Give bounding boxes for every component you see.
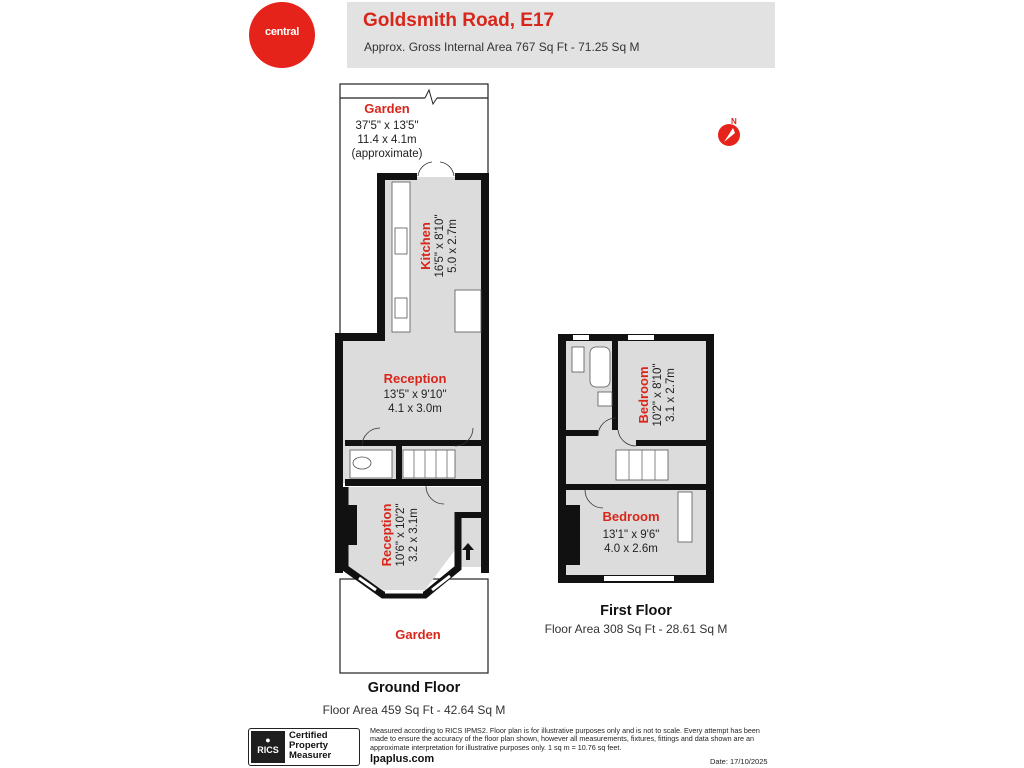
reception-rear-dims-imperial: 13'5" x 9'10" [383,389,447,401]
certification-line-2: Property [289,740,329,751]
room-label-reception-rear: Reception [383,371,447,386]
room-label-rear-garden: Garden [364,101,410,116]
room-label-kitchen: Kitchen [418,222,433,270]
rear-garden-dims-metric: 11.4 x 4.1m [357,134,417,146]
certification-line-1: Certified [289,730,328,741]
ground-floor-area: Floor Area 459 Sq Ft - 42.64 Sq M [322,703,506,717]
first-floor-area: Floor Area 308 Sq Ft - 28.61 Sq M [544,622,728,636]
rics-certification-badge [248,728,360,766]
rics-logo [251,731,285,763]
room-label-reception-front: Reception [379,503,394,567]
bedroom-front-dims-imperial: 13'1" x 9'6" [602,529,660,541]
rear-garden-approx: (approximate) [351,148,423,160]
reception-front-dims-metric: 3.2 x 3.1m [408,508,420,562]
ground-floor-title: Ground Floor [367,680,461,696]
gross-area: Approx. Gross Internal Area 767 Sq Ft - 71.25 Sq M [364,40,640,54]
reception-rear-dims-metric: 4.1 x 3.0m [388,403,442,415]
kitchen-dims-imperial: 16'5" x 8'10" [434,214,446,278]
bedroom-front-dims-metric: 4.0 x 2.6m [604,543,658,555]
rics-logo-text: RICS [257,745,279,755]
bedroom-rear-dims-imperial: 10'2" x 8'10" [652,363,664,427]
compass-label: N [731,117,737,126]
room-label-front-garden: Garden [395,627,441,642]
certification-text [289,731,331,761]
room-label-bedroom-front: Bedroom [602,509,660,524]
first-floor-title: First Floor [600,603,672,619]
logo-text: central [265,26,299,38]
reception-front-dims-imperial: 10'6" x 10'2" [395,503,407,567]
room-label-bedroom-rear: Bedroom [636,366,651,424]
disclaimer-text: Measured according to RICS IPMS2. Floor plan is for illustrative purposes only and is not to scale. Every attempt has been made to ensure the accuracy of the floor plan shown, however all measurements, fixtures, fittings and data shown are an approximate interpretation for illustrative purposes only. 1 sq m = 10.76 sq feet. [370,726,760,752]
compass-icon [718,117,740,146]
website-link[interactable]: lpaplus.com [370,753,435,765]
rear-garden-dims-imperial: 37'5" x 13'5" [355,120,419,132]
rics-shield-icon: ● [265,735,271,745]
certification-line-3: Measurer [289,750,332,761]
bedroom-rear-dims-metric: 3.1 x 2.7m [665,368,677,422]
kitchen-dims-metric: 5.0 x 2.7m [447,219,459,273]
plan-date: Date: 17/10/2025 [710,757,768,766]
property-title: Goldsmith Road, E17 [363,10,555,31]
